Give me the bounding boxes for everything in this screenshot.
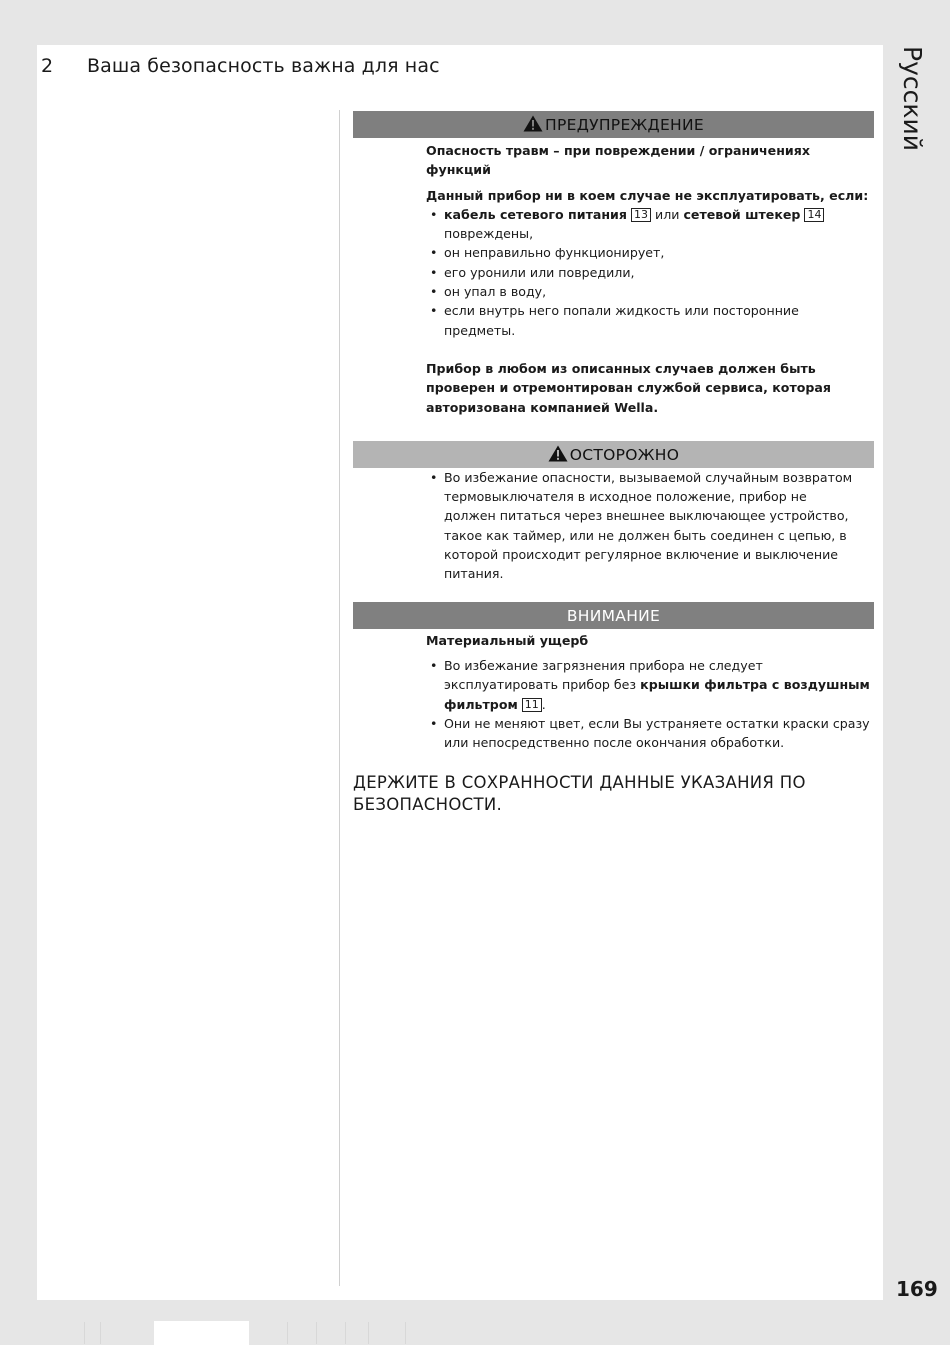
- footer-divider: [100, 1322, 101, 1344]
- language-tab: [893, 46, 933, 166]
- column-divider: [339, 110, 340, 1286]
- warning-triangle-icon: [523, 115, 543, 132]
- page-number: 169: [896, 1277, 938, 1301]
- list-item: • его уронили или повредили,: [426, 263, 874, 282]
- footer-divider: [287, 1322, 288, 1344]
- footer-tab: [154, 1321, 249, 1345]
- section-number: 2: [41, 55, 54, 77]
- footer-divider: [316, 1322, 317, 1344]
- warning-subtitle: Опасность травм – при повреждении / ограничениях функций: [426, 143, 810, 178]
- part-number-box: 11: [522, 698, 542, 712]
- footer-divider: [368, 1322, 369, 1344]
- warning-closing: Прибор в любом из описанных случаев должен быть проверен и отремонтирован службой сервиса, которая авторизована компанией Wella.: [426, 360, 832, 415]
- part-number-box: 13: [631, 208, 651, 222]
- warning-triangle-icon: [548, 445, 568, 462]
- list-item: • Во избежание опасности, вызываемой случайным возвратом термовыключателя в исходное положение, прибор не должен питаться через внешнее выключающее устройство, такое как таймер, или не должен быть соединен с цепью, в которой происходит регулярное включение и выключение питания.: [426, 468, 874, 584]
- notice-list: [426, 656, 874, 752]
- footer-divider: [405, 1322, 406, 1344]
- keep-instructions-heading: ДЕРЖИТЕ В СОХРАННОСТИ ДАННЫЕ УКАЗАНИЯ ПО БЕЗОПАСНОСТИ.: [353, 773, 806, 815]
- list-item: • если внутрь него попали жидкость или посторонние предметы.: [426, 301, 874, 340]
- list-item: • Они не меняют цвет, если Вы устраняете остатки краски сразу или непосредственно после окончания обработки.: [426, 714, 874, 753]
- list-item: • он неправильно функционирует,: [426, 243, 874, 262]
- footer-divider: [84, 1322, 85, 1344]
- list-item: • кабель сетевого питания 13 или сетевой штекер 14 повреждены,: [426, 205, 874, 244]
- warning-intro: Данный прибор ни в коем случае не эксплуатировать, если:: [426, 187, 869, 203]
- caution-label: ОСТОРОЖНО: [569, 445, 680, 464]
- footer-divider: [345, 1322, 346, 1344]
- safety-content: [353, 111, 874, 816]
- notice-label: ВНИМАНИЕ: [566, 606, 661, 625]
- warning-header: [353, 111, 874, 138]
- document-page: [37, 45, 883, 1300]
- warning-label: ПРЕДУПРЕЖДЕНИЕ: [545, 116, 704, 134]
- notice-header: [353, 602, 874, 629]
- language-label: Русский: [898, 46, 927, 151]
- part-number-box: 14: [804, 208, 824, 222]
- section-title: Ваша безопасность важна для нас: [87, 55, 440, 77]
- notice-subtitle: Материальный ущерб: [426, 632, 589, 648]
- caution-list: [426, 468, 874, 584]
- list-item: • Во избежание загрязнения прибора не следует эксплуатировать прибор без крышки фильтра с воздушным фильтром 11 .: [426, 656, 874, 714]
- section-heading: [41, 55, 440, 77]
- footer-strip: [0, 1318, 950, 1345]
- list-item: • он упал в воду,: [426, 282, 874, 301]
- caution-header: [353, 441, 874, 468]
- warning-list: [426, 205, 874, 340]
